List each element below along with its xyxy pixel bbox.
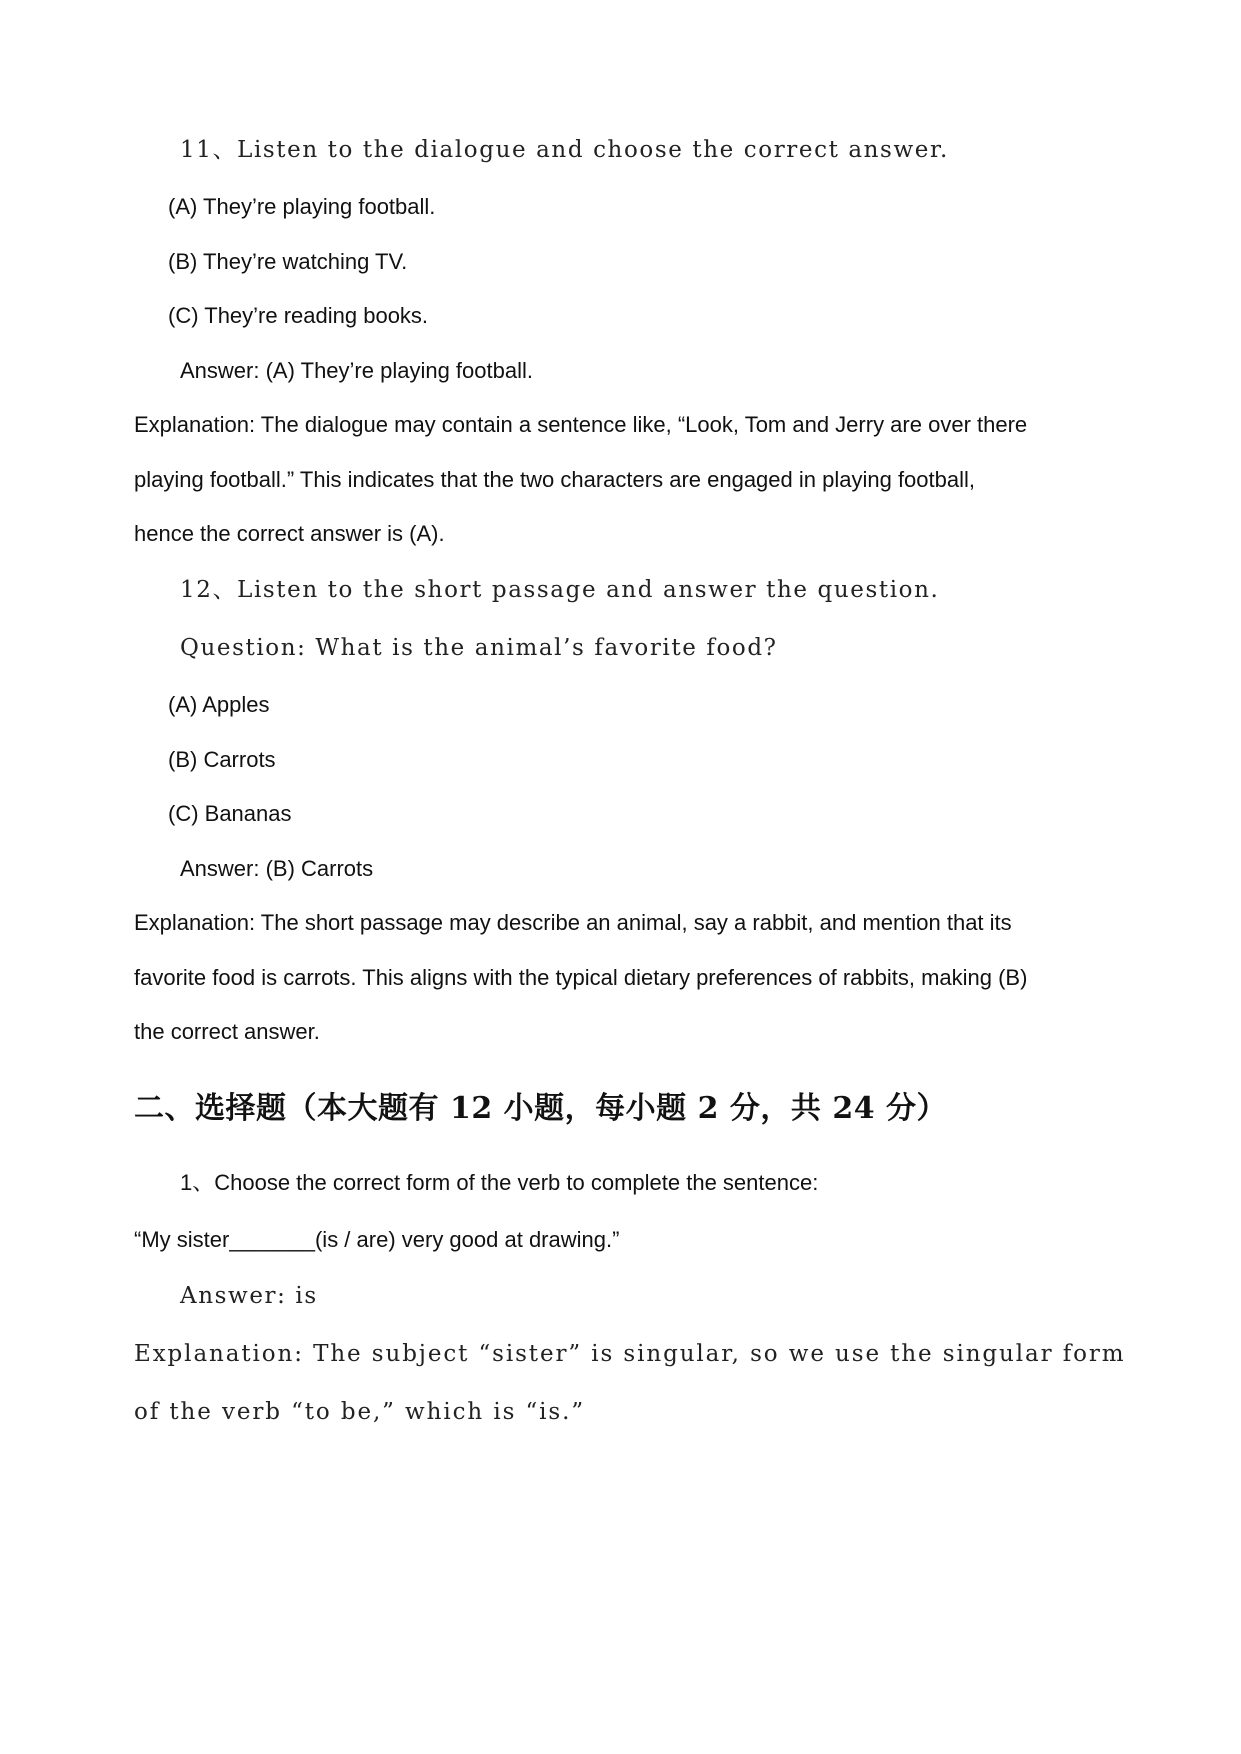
question-11-explanation-line-2: playing football.” This indicates that the two characters are engaged in playing football, xyxy=(134,467,975,492)
question-11-option-c: (C) They’re reading books. xyxy=(168,303,429,328)
section-2-question-1-explanation-line-2: of the verb “to be,” which is “is.” xyxy=(134,1399,585,1425)
question-12-answer: Answer: (B) Carrots xyxy=(180,856,374,881)
question-12-option-c: (C) Bananas xyxy=(168,801,292,826)
section-2-question-1-sentence: “My sister_______(is / are) very good at drawing.” xyxy=(134,1227,620,1252)
question-11-option-a: (A) They’re playing football. xyxy=(168,194,436,219)
question-11-explanation-line-1: Explanation: The dialogue may contain a sentence like, “Look, Tom and Jerry are over there xyxy=(134,412,1028,437)
question-12-option-b: (B) Carrots xyxy=(168,747,276,772)
section-2-question-1-answer: Answer: is xyxy=(180,1283,318,1309)
question-11-answer: Answer: (A) They’re playing football. xyxy=(180,358,533,383)
question-11-prompt: 11、Listen to the dialogue and choose the correct answer. xyxy=(180,137,949,163)
question-11-option-b: (B) They’re watching TV. xyxy=(168,249,408,274)
section-2-question-1-explanation-line-1: Explanation: The subject “sister” is singular, so we use the singular form xyxy=(134,1341,1126,1367)
question-11-explanation-line-3: hence the correct answer is (A). xyxy=(134,521,445,546)
question-12-question: Question: What is the animal’s favorite food? xyxy=(180,635,778,661)
question-12-option-a: (A) Apples xyxy=(168,692,270,717)
section-2-question-1-prompt: 1、Choose the correct form of the verb to complete the sentence: xyxy=(180,1170,819,1195)
question-12-explanation-line-2: favorite food is carrots. This aligns with the typical dietary preferences of rabbits, making (B) xyxy=(134,965,1028,990)
section-2-heading: 二、选择题（本大题有 12 小题，每小题 2 分，共 24 分） xyxy=(134,1091,948,1126)
question-12-explanation-line-3: the correct answer. xyxy=(134,1019,320,1044)
question-12-explanation-line-1: Explanation: The short passage may describe an animal, say a rabbit, and mention that its xyxy=(134,910,1012,935)
question-12-prompt: 12、Listen to the short passage and answer the question. xyxy=(180,577,940,603)
